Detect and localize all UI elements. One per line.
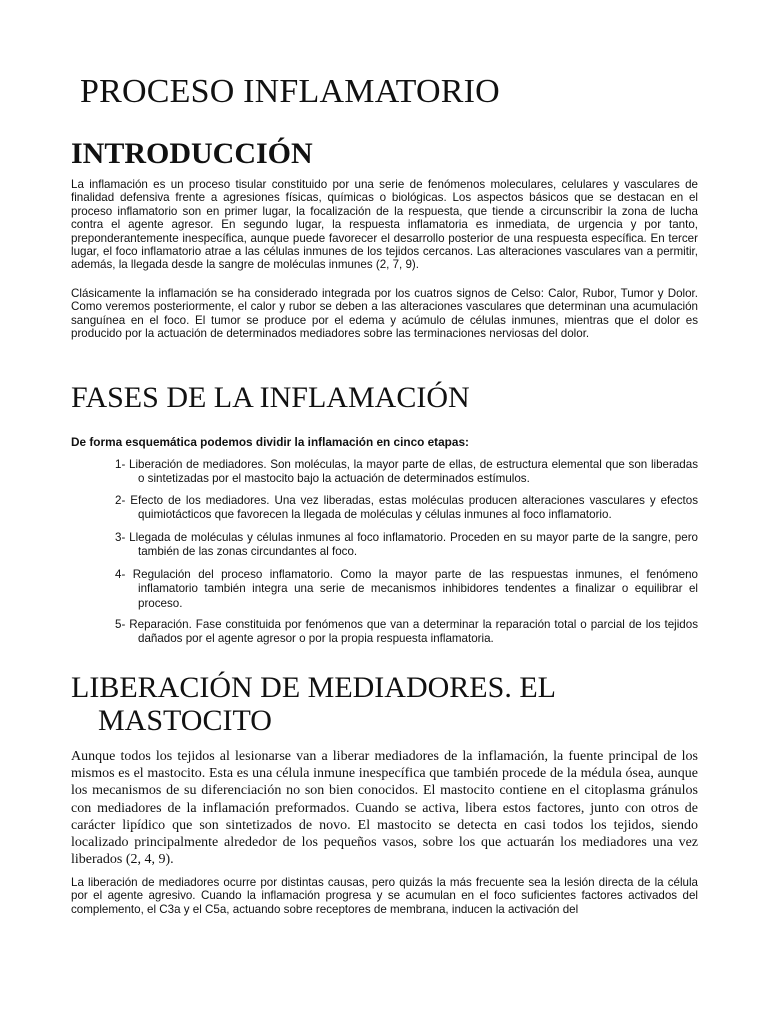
list-item: 3- Llegada de moléculas y células inmunes al foco inflamatorio. Proceden en su mayor parte de la sangre, pero también de las zonas circundantes al foco. <box>115 531 698 559</box>
heading-introduccion: INTRODUCCIÓN <box>71 137 313 170</box>
phase-list-item-2-wrap <box>115 494 698 523</box>
intro-paragraph-1: La inflamación es un proceso tisular constituido por una serie de fenómenos moleculares, celulares y vasculares de finalidad defensiva frente a agresiones físicas, químicas o biológicas. Los aspectos básicos que se destacan en el proceso inflamatorio son en primer lugar, la focalización de la respuesta, que tiende a circunscribir la zona de lucha contra el agente agresor. En segundo lugar, la respuesta inflamatoria es inmediata, de urgencia y por tanto, preponderantemente inespecífica, aunque puede favorecer el desarrollo posterior de una respuesta específica. En tercer lugar, el foco inflamatorio atrae a las células inmunes de los tejidos cercanos. Las alteraciones vasculares van a permitir, además, la llegada desde la sangre de moléculas inmunes (2, 7, 9). <box>71 178 698 272</box>
heading-liberacion-line-1: LIBERACIÓN DE MEDIADORES. EL <box>71 671 556 704</box>
liberacion-paragraph: La liberación de mediadores ocurre por distintas causas, pero quizás la más frecuente sea la lesión directa de la célula por el agente agresivo. Cuando la inflamación progresa y se acumulan en el foco suficientes factores activados del complemento, el C3a y el C5a, actuando sobre receptores de membrana, inducen la activación del <box>71 876 698 916</box>
phase-list-item-5-wrap <box>115 618 698 647</box>
list-item: 1- Liberación de mediadores. Son moléculas, la mayor parte de ellas, de estructura elemental que son liberadas o sintetizadas por el mastocito bajo la actuación de determinados estímulos. <box>115 458 698 486</box>
fases-lead: De forma esquemática podemos dividir la inflamación en cinco etapas: <box>71 435 469 449</box>
document-title: PROCESO INFLAMATORIO <box>80 73 500 110</box>
phase-list-item-3-wrap <box>115 531 698 560</box>
phase-list-item-1-wrap <box>115 458 698 487</box>
heading-fases: FASES DE LA INFLAMACIÓN <box>71 381 470 414</box>
phase-list-item-4-wrap <box>115 568 698 611</box>
intro-paragraph-2: Clásicamente la inflamación se ha considerado integrada por los cuatros signos de Celso: Calor, Rubor, Tumor y Dolor. Como veremos posteriormente, el calor y rubor se deben a las alteraciones vasculares que determinan una acumulación sanguínea en el foco. El tumor se produce por el edema y acúmulo de células inmunes, mientras que el dolor es producido por la actuación de determinados mediadores sobre las terminaciones nerviosas del dolor. <box>71 287 698 341</box>
mastocito-paragraph: Aunque todos los tejidos al lesionarse van a liberar mediadores de la inflamación, la fuente principal de los mismos es el mastocito. Esta es una célula inmune inespecífica que también procede de la médula ósea, aunque los mecanismos de su diferenciación no son bien conocidos. El mastocito contiene en el citoplasma gránulos con mediadores de la inflamación preformados. Cuando se activa, libera estos factores, junto con otros de carácter lipídico que son sintetizados de novo. El mastocito se detecta en casi todos los tejidos, siendo localizado principalmente alrededor de los pequeños vasos, sobre los que actuarán los mediadores una vez liberados (2, 4, 9). <box>71 749 698 868</box>
list-item: 2- Efecto de los mediadores. Una vez liberadas, estas moléculas producen alteraciones vasculares y efectos quimiotácticos que favorecen la llegada de moléculas y células inmunes al foco inflamatorio. <box>115 494 698 522</box>
list-item: 4- Regulación del proceso inflamatorio. Como la mayor parte de las respuestas inmunes, el fenómeno inflamatorio también integra una serie de mecanismos inhibidores tendentes a finalizar o equilibrar el proceso. <box>115 568 698 610</box>
list-item: 5- Reparación. Fase constituida por fenómenos que van a determinar la reparación total o parcial de los tejidos dañados por el agente agresor o por la propia respuesta inflamatoria. <box>115 618 698 646</box>
heading-liberacion-line-2: MASTOCITO <box>98 704 272 737</box>
heading-liberacion <box>71 671 711 737</box>
